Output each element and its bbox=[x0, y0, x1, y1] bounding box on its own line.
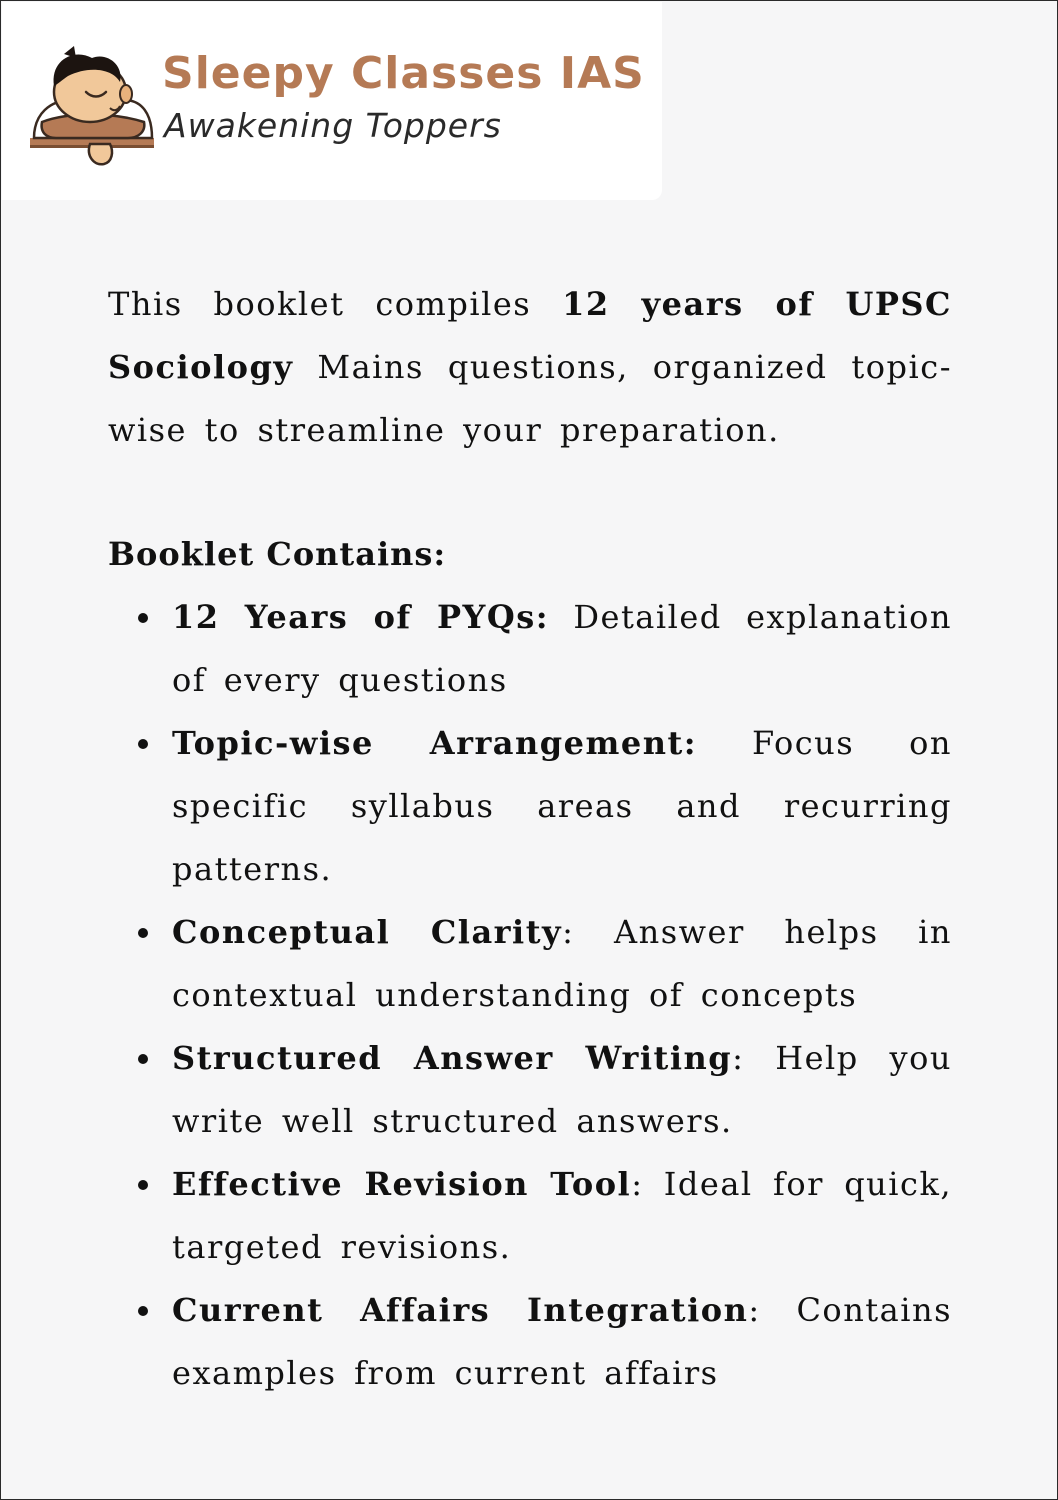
feature-title: 12 Years of PYQs: bbox=[172, 598, 550, 636]
feature-item-revision-tool bbox=[108, 1153, 952, 1279]
feature-title: Conceptual Clarity bbox=[172, 913, 563, 951]
bullet-icon bbox=[138, 739, 148, 749]
feature-title: Effective Revision Tool bbox=[172, 1165, 632, 1203]
intro-text-start: This booklet compiles bbox=[108, 285, 563, 323]
booklet-description bbox=[108, 273, 952, 1405]
bullet-icon bbox=[138, 1306, 148, 1316]
feature-text: : Contains examples from current affairs bbox=[172, 1291, 953, 1392]
feature-item-current-affairs bbox=[108, 1279, 952, 1405]
intro-paragraph bbox=[108, 273, 952, 462]
feature-text: : Help you write well structured answers. bbox=[172, 1039, 952, 1140]
feature-text: : Ideal for quick, targeted revisions. bbox=[172, 1165, 952, 1266]
contains-heading: Booklet Contains: bbox=[108, 535, 447, 573]
logo-panel bbox=[2, 2, 662, 200]
sleeping-student-icon bbox=[28, 42, 158, 172]
feature-text: : Answer helps in contextual understanding of concepts bbox=[172, 913, 953, 1014]
feature-item-conceptual-clarity bbox=[108, 901, 952, 1027]
brand-name: Sleepy Classes IAS bbox=[162, 48, 645, 99]
feature-item-pyqs bbox=[108, 586, 952, 712]
feature-title: Structured Answer Writing bbox=[172, 1039, 733, 1077]
bullet-icon bbox=[138, 1180, 148, 1190]
feature-text: Detailed explanation of every questions bbox=[172, 598, 953, 699]
feature-item-answer-writing bbox=[108, 1027, 952, 1153]
feature-title: Current Affairs Integration bbox=[172, 1291, 749, 1329]
bullet-icon bbox=[138, 928, 148, 938]
feature-title: Topic-wise Arrangement: bbox=[172, 724, 698, 762]
bullet-icon bbox=[138, 1054, 148, 1064]
intro-highlight: 12 years of UPSC Sociology bbox=[108, 285, 953, 386]
feature-item-topic-wise bbox=[108, 712, 952, 901]
intro-text-end: Mains questions, organized topic-wise to streamline your preparation. bbox=[108, 348, 952, 449]
brand-tagline: Awakening Toppers bbox=[164, 106, 502, 145]
feature-text: Focus on specific syllabus areas and recurring patterns. bbox=[172, 724, 952, 888]
feature-list bbox=[108, 586, 952, 1405]
bullet-icon bbox=[138, 613, 148, 623]
